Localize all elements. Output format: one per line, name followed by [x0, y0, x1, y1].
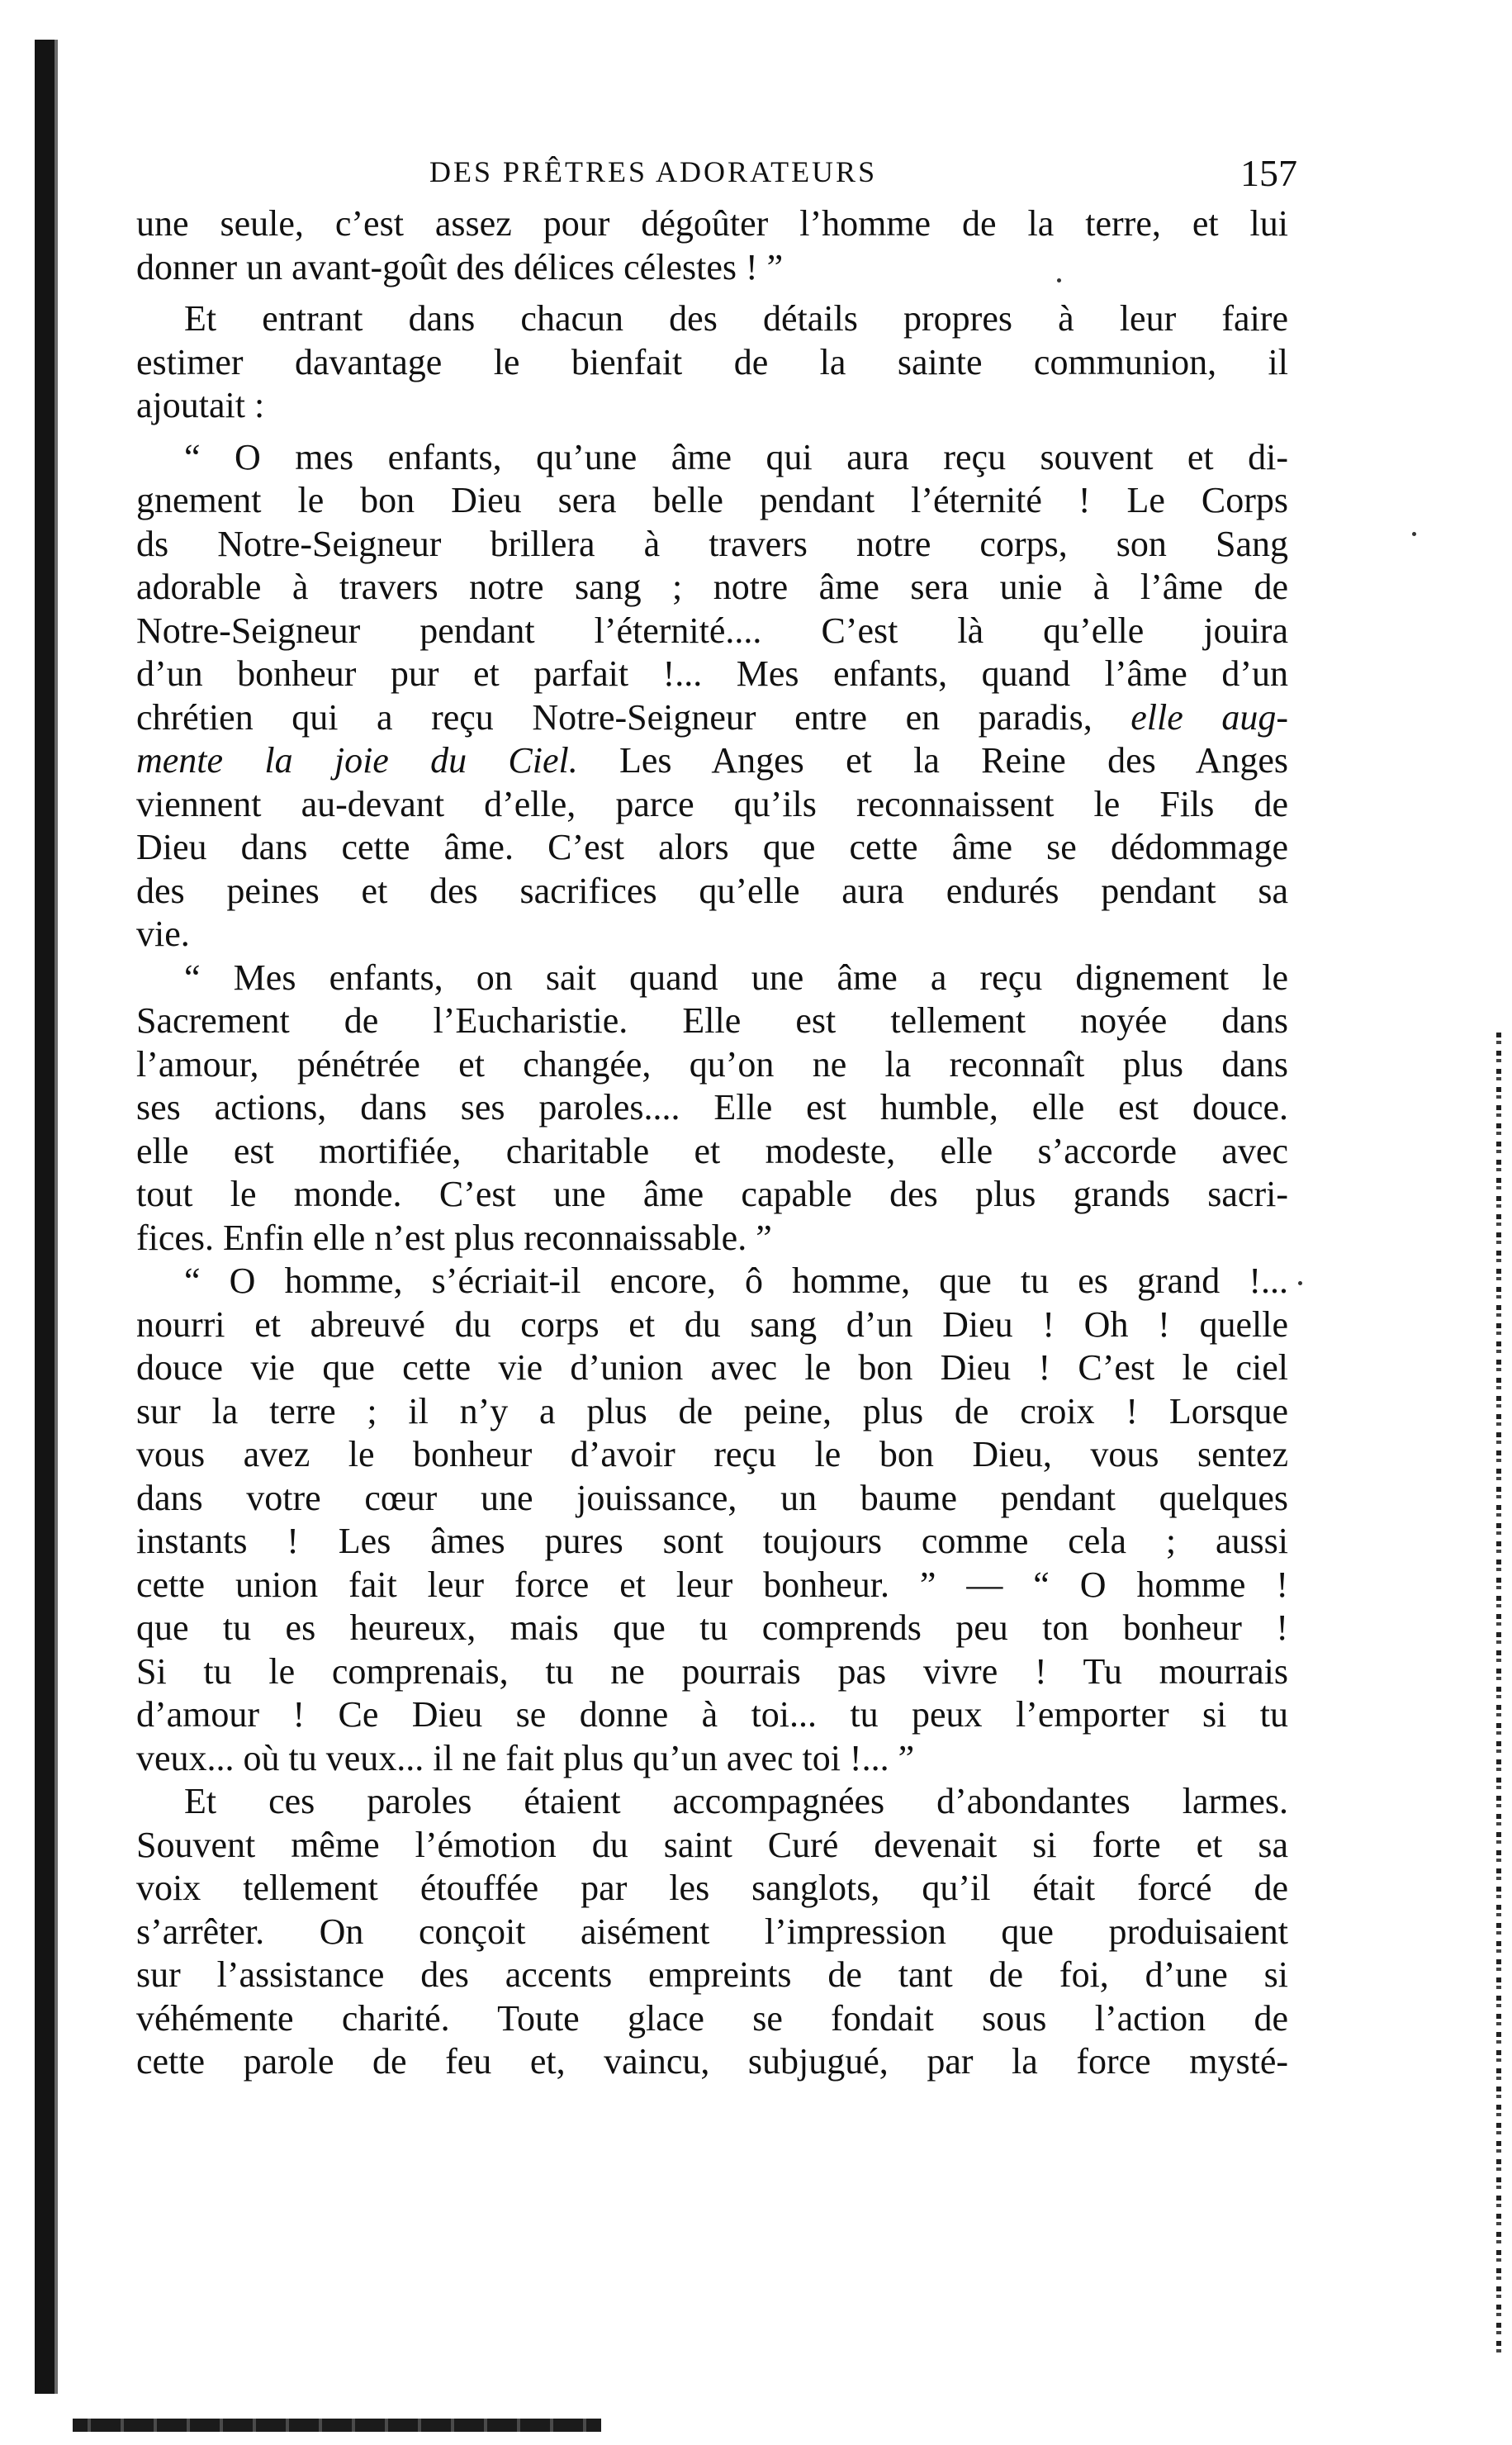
text-line: douce vie que cette vie d’union avec le bon Dieu ! C’est le ciel — [136, 1347, 1288, 1388]
text-line: instants ! Les âmes pures sont toujours comme cela ; aussi — [136, 1521, 1288, 1561]
text-line: Si tu le comprenais, tu ne pourrais pas vivre ! Tu mourrais — [136, 1650, 1288, 1692]
text-line: des peines et des sacrifices qu’elle aura endurés pendant sa — [136, 870, 1288, 911]
text-line: gnement le bon Dieu sera belle pendant l’éternité ! Le Corps — [136, 480, 1288, 520]
text-line: ses actions, dans ses paroles.... Elle est humble, elle est douce. — [136, 1087, 1288, 1128]
text-line: donner un avant-goût des délices célestes ! ” — [136, 246, 784, 287]
running-title: DES PRÊTRES ADORATEURS — [429, 155, 878, 188]
text-line: vous avez le bonheur d’avoir reçu le bon Dieu, vous sentez — [136, 1434, 1288, 1474]
scan-bottom-edge — [73, 2419, 601, 2432]
text-line: elle est mortifiée, charitable et modeste, elle s’accorde avec — [136, 1130, 1288, 1171]
text-line: sur la terre ; il n’y a plus de peine, plus de croix ! Lorsque — [136, 1390, 1288, 1431]
text-line — [136, 696, 1288, 740]
ink-speck — [1412, 532, 1416, 536]
text-line: tout le monde. C’est une âme capable des plus grands sacri- — [136, 1174, 1288, 1214]
text-line — [136, 739, 1288, 783]
text-line: Dieu dans cette âme. C’est alors que cette âme se dédommage — [136, 827, 1288, 867]
text-line: cette union fait leur force et leur bonheur. ” — “ O homme ! — [136, 1564, 1288, 1605]
text-line: Souvent même l’émotion du saint Curé devenait si forte et sa — [136, 1824, 1288, 1865]
scan-gutter-shadow — [35, 40, 55, 2394]
text-line: d’amour ! Ce Dieu se donne à toi... tu peux l’emporter si tu — [136, 1694, 1288, 1735]
text-line-before-italic: chrétien qui a reçu Notre-Seigneur entre en paradis, — [136, 696, 1131, 738]
text-line: vie. — [136, 914, 190, 954]
text-line: adorable à travers notre sang ; notre âme sera unie à l’âme de — [136, 567, 1288, 607]
text-line: d’un bonheur pur et parfait !... Mes enfants, quand l’âme d’un — [136, 653, 1288, 694]
scan-right-edge — [1496, 1033, 1501, 2354]
italic-phrase: mente la joie du Ciel. — [136, 740, 578, 781]
text-line: cette parole de feu et, vaincu, subjugué, par la force mysté- — [136, 2041, 1288, 2082]
text-line: “ O homme, s’écriait-il encore, ô homme, que tu es grand !... — [184, 1260, 1288, 1301]
text-line: Sacrement de l’Eucharistie. Elle est tellement noyée dans — [136, 1000, 1288, 1041]
text-line: que tu es heureux, mais que tu comprends peu ton bonheur ! — [136, 1607, 1288, 1648]
text-line: fices. Enfin elle n’est plus reconnaissable. ” — [136, 1217, 772, 1258]
text-line-after-italic: Les Anges et la Reine des Anges — [577, 740, 1288, 781]
italic-phrase: elle aug- — [1130, 696, 1288, 738]
page-number: 157 — [1240, 152, 1297, 194]
text-line: voix tellement étouffée par les sanglots, qu’il était forcé de — [136, 1868, 1288, 1908]
text-line: viennent au-devant d’elle, parce qu’ils reconnaissent le Fils de — [136, 783, 1288, 824]
text-line: estimer davantage le bienfait de la sainte communion, il — [136, 341, 1288, 382]
text-line: Notre-Seigneur pendant l’éternité.... C’est là qu’elle jouira — [136, 610, 1288, 651]
text-line: sur l’assistance des accents empreints de tant de foi, d’une si — [136, 1954, 1288, 1995]
text-line: l’amour, pénétrée et changée, qu’on ne la reconnaît plus dans — [136, 1043, 1288, 1085]
text-line: véhémente charité. Toute glace se fondait sous l’action de — [136, 1997, 1288, 2039]
text-line: veux... où tu veux... il ne fait plus qu’un avec toi !... ” — [136, 1737, 915, 1778]
text-line: ds Notre-Seigneur brillera à travers notre corps, son Sang — [136, 523, 1288, 564]
ink-speck — [1298, 1281, 1302, 1285]
running-head — [136, 151, 1297, 201]
body-text — [136, 202, 1288, 2084]
text-line: nourri et abreuvé du corps et du sang d’un Dieu ! Oh ! quelle — [136, 1303, 1288, 1345]
text-line: ajoutait : — [136, 385, 265, 425]
text-line: “ Mes enfants, on sait quand une âme a reçu dignement le — [184, 957, 1288, 998]
text-line: une seule, c’est assez pour dégoûter l’homme de la terre, et lui — [136, 203, 1288, 244]
text-line: Et entrant dans chacun des détails propres à leur faire — [184, 298, 1288, 339]
text-line: dans votre cœur une jouissance, un baume pendant quelques — [136, 1477, 1288, 1518]
text-line: s’arrêter. On conçoit aisément l’impression que produisaient — [136, 1911, 1288, 1952]
text-line: “ O mes enfants, qu’une âme qui aura reçu souvent et di- — [184, 436, 1288, 477]
text-line: Et ces paroles étaient accompagnées d’abondantes larmes. — [184, 1781, 1288, 1821]
